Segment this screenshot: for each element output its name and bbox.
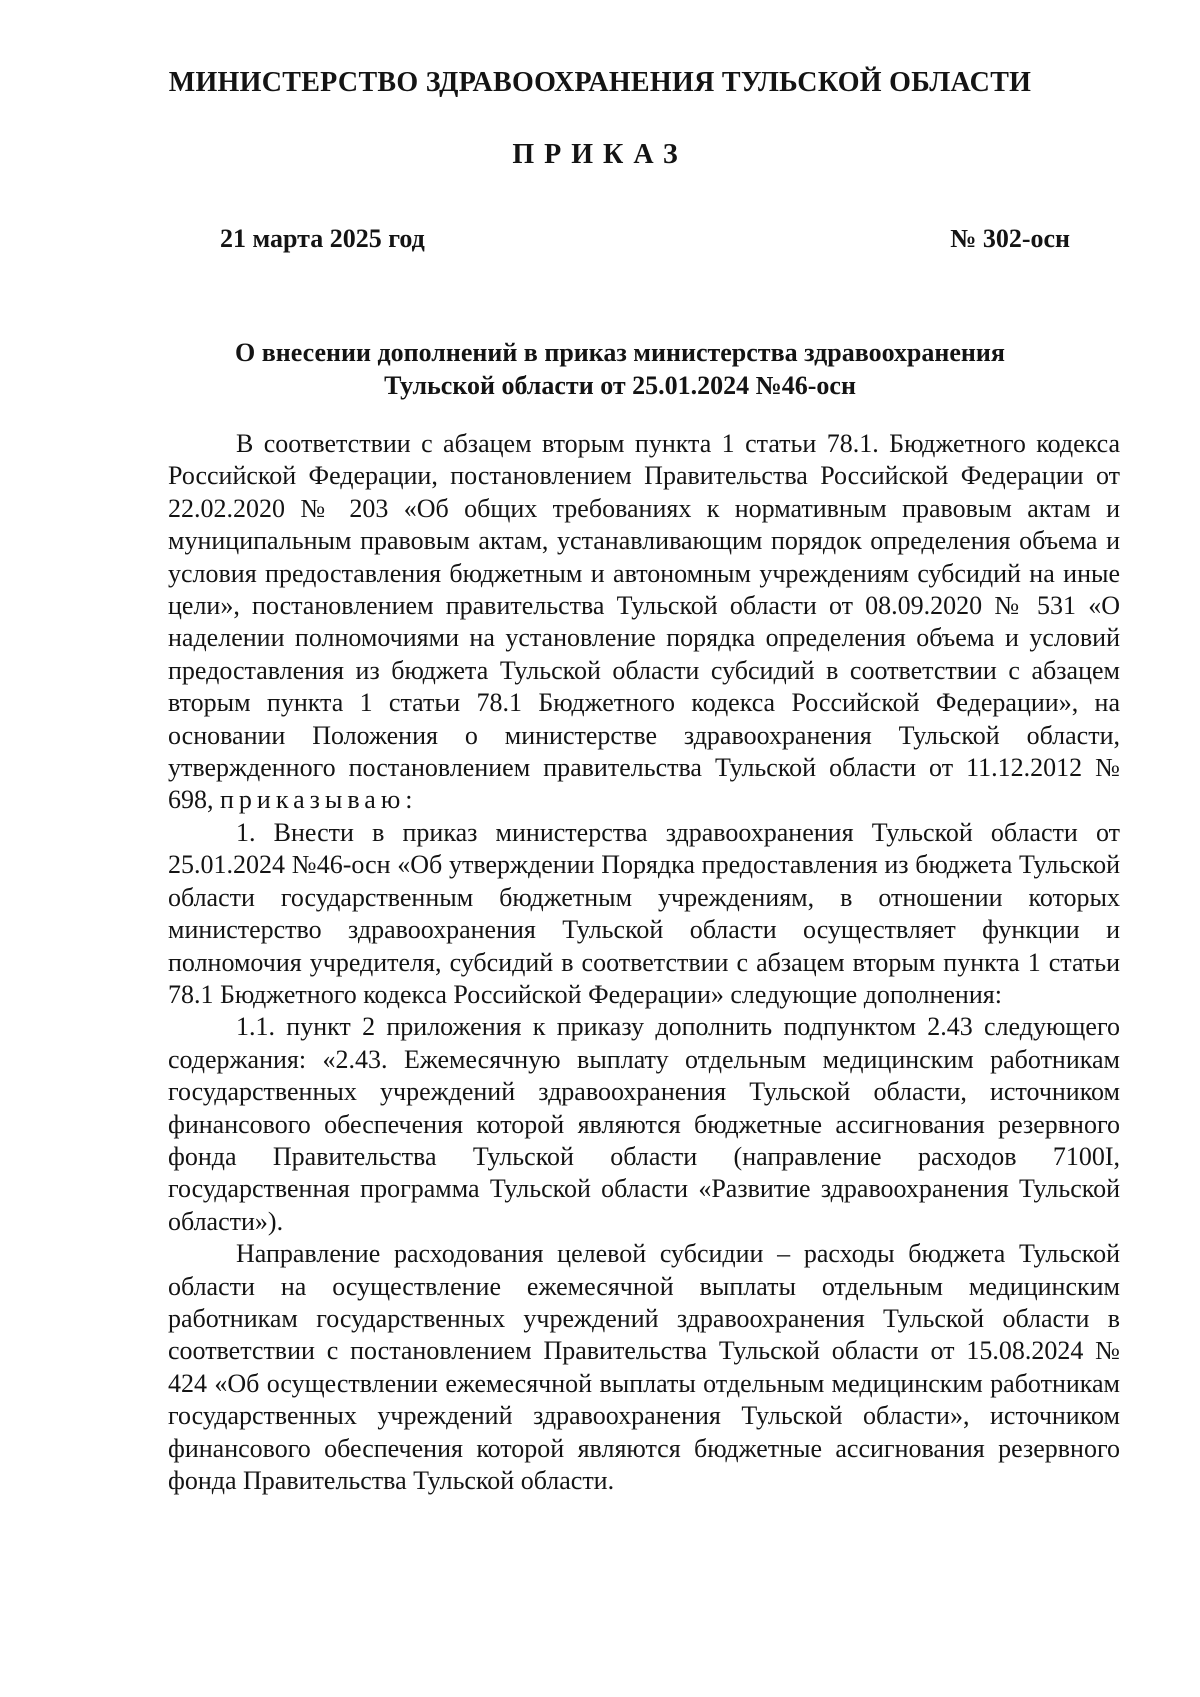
order-title-line-1: О внесении дополнений в приказ министерства здравоохранения	[235, 338, 1005, 367]
order-title	[140, 336, 1100, 402]
order-date: 21 марта 2025 год	[220, 224, 425, 253]
order-word: приказываю:	[220, 785, 418, 815]
order-number: № 302-осн	[950, 224, 1070, 253]
order-body	[168, 428, 1120, 1497]
preamble-text: В соответствии с абзацем вторым пункта 1 статьи 78.1. Бюджетного кодекса Российской Федерации, постановлением Правительства Российской Федерации от 22.02.2020 № 203 «Об общих требованиях к нормативным правовым актам и муниципальным правовым актам, устанавливающим порядок определения объема и условия предоставления бюджетным и автономным учреждениям субсидий на иные цели», постановлением правительства Тульской области от 08.09.2020 № 531 «О наделении полномочиями на установление порядка определения объема и условий предоставления из бюджета Тульской области субсидий в соответствии с абзацем вторым пункта 1 статьи 78.1 Бюджетного кодекса Российской Федерации», на основании Положения о министерстве здравоохранения Тульской области, утвержденного постановлением правительства Тульской области от 11.12.2012 № 698,	[168, 429, 1120, 815]
date-number-row	[220, 222, 1070, 256]
order-title-line-2: Тульской области от 25.01.2024 №46-осн	[384, 371, 856, 400]
document-type-heading: ПРИКАЗ	[512, 139, 688, 170]
item-1-1-paragraph: 1.1. пункт 2 приложения к приказу дополнить подпунктом 2.43 следующего содержания: «2.43. Ежемесячную выплату отдельным медицинским работникам государственных учреждений здравоохранения Тульской области, источником финансового обеспечения которой являются бюджетные ассигнования резервного фонда Правительства Тульской области (направление расходов 7100I, государственная программа Тульской области «Развитие здравоохранения Тульской области»).	[168, 1012, 1120, 1236]
ministry-heading: МИНИСТЕРСТВО ЗДРАВООХРАНЕНИЯ ТУЛЬСКОЙ ОБЛАСТИ	[168, 67, 1032, 98]
preamble-paragraph	[168, 428, 1120, 817]
item-1-paragraph: 1. Внести в приказ министерства здравоохранения Тульской области от 25.01.2024 №46-осн «Об утверждении Порядка предоставления из бюджета Тульской области государственным бюджетным учреждениям, в отношении которых министерство здравоохранения Тульской области осуществляет функции и полномочия учредителя, субсидий в соответствии с абзацем вторым пункта 1 статьи 78.1 Бюджетного кодекса Российской Федерации» следующие дополнения:	[168, 817, 1120, 1009]
direction-paragraph: Направление расходования целевой субсидии – расходы бюджета Тульской области на осуществление ежемесячной выплаты отдельным медицинским работникам государственных учреждений здравоохранения Тульской области в соответствии с постановлением Правительства Тульской области от 15.08.2024 № 424 «Об осуществлении ежемесячной выплаты отдельным медицинским работникам государственных учреждений здравоохранения Тульской области», источником финансового обеспечения которой являются бюджетные ассигнования резервного фонда Правительства Тульской области.	[168, 1239, 1120, 1495]
